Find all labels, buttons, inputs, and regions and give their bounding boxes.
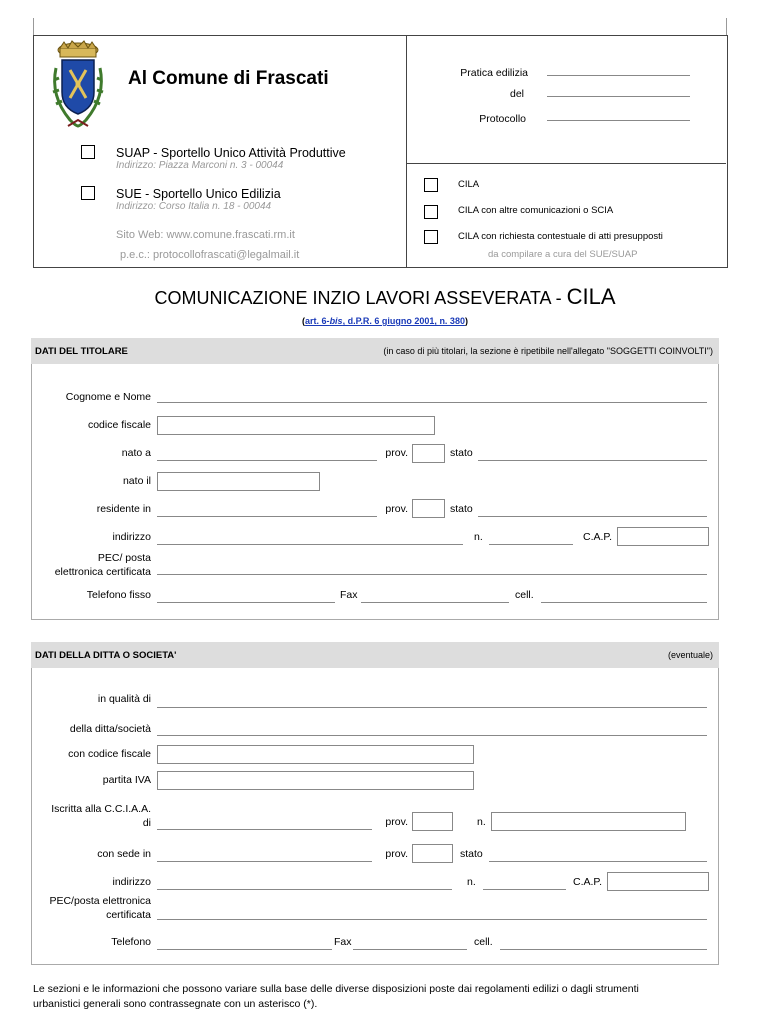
ditta-codice-fiscale-field[interactable] (157, 745, 474, 764)
ditta-civico-label: n. (467, 876, 476, 888)
nato-stato-label: stato (450, 447, 473, 459)
page-edge-top-right (726, 18, 727, 35)
cell-field[interactable] (541, 602, 707, 603)
cila-checkbox[interactable] (424, 178, 438, 192)
telefono-fisso-field[interactable] (157, 602, 335, 603)
ditta-societa-label: della ditta/società (69, 723, 151, 735)
cap-field[interactable] (617, 527, 709, 546)
del-label: del (509, 88, 524, 100)
ditta-pec-label-line1: PEC/posta elettronica (49, 895, 151, 907)
ditta-indirizzo-label: indirizzo (112, 876, 151, 888)
municipality-title: Al Comune di Frascati (128, 68, 329, 89)
ditta-cap-field[interactable] (607, 872, 709, 891)
nato-a-field[interactable] (157, 460, 377, 461)
ditta-cell-field[interactable] (500, 949, 707, 950)
ditta-header-note: (eventuale) (667, 650, 713, 660)
ditta-cell-label: cell. (474, 936, 493, 948)
ditta-pec-label (30, 894, 151, 922)
cciaa-label-line1: Iscritta alla C.C.I.A.A. (51, 803, 151, 815)
ditta-civico-field[interactable] (483, 889, 566, 890)
telefono-fisso-label: Telefono fisso (86, 589, 151, 601)
ditta-cap-label: C.A.P. (573, 876, 602, 888)
pec-label-line2: elettronica certificata (54, 566, 151, 578)
residente-prov-label: prov. (385, 503, 408, 515)
practice-label: Pratica edilizia (460, 67, 528, 79)
pec-text: p.e.c.: protocollofrascati@legalmail.it (120, 249, 300, 261)
header-divider-vertical (406, 35, 407, 267)
cila-option-label: CILA (458, 179, 480, 190)
cila-scia-option-label: CILA con altre comunicazioni o SCIA (458, 205, 614, 216)
ditta-fax-field[interactable] (353, 949, 467, 950)
indirizzo-field[interactable] (157, 544, 463, 545)
legal-reference-prefix: art. 6- (305, 316, 330, 326)
residente-prov-field[interactable] (412, 499, 445, 518)
pec-field[interactable] (157, 574, 707, 575)
cell-label: cell. (515, 589, 534, 601)
ditta-indirizzo-field[interactable] (157, 889, 452, 890)
residente-stato-label: stato (450, 503, 473, 515)
page-title-cila: CILA (566, 284, 616, 309)
coat-of-arms-logo (48, 40, 108, 136)
partita-iva-field[interactable] (157, 771, 474, 790)
in-qualita-label: in qualità di (97, 693, 151, 705)
sue-address: Indirizzo: Corso Italia n. 18 - 00044 (116, 201, 272, 212)
civico-field[interactable] (489, 544, 573, 545)
cciaa-label-line2: di (142, 817, 151, 829)
cciaa-prov-label: prov. (385, 816, 408, 828)
fax-label: Fax (340, 589, 358, 601)
sede-stato-label: stato (460, 848, 483, 860)
suap-label: SUAP - Sportello Unico Attività Produttive (116, 146, 346, 160)
cila-request-checkbox[interactable] (424, 230, 438, 244)
cciaa-prov-field[interactable] (412, 812, 453, 831)
sede-prov-label: prov. (385, 848, 408, 860)
codice-fiscale-label: codice fiscale (87, 419, 151, 431)
titolare-header-title: DATI DEL TITOLARE (35, 346, 128, 357)
legal-reference-italic: bis (329, 316, 343, 326)
ditta-telefono-label: Telefono (111, 936, 151, 948)
titolare-section-header (31, 338, 719, 364)
ditta-fax-label: Fax (334, 936, 352, 948)
sede-stato-field[interactable] (489, 861, 707, 862)
nato-a-label: nato a (121, 447, 151, 459)
cap-label: C.A.P. (583, 531, 612, 543)
practice-field[interactable] (547, 75, 690, 76)
fax-field[interactable] (361, 602, 509, 603)
cognome-nome-field[interactable] (157, 402, 707, 403)
suap-checkbox[interactable] (81, 145, 95, 159)
sue-label: SUE - Sportello Unico Edilizia (116, 187, 281, 201)
codice-fiscale-field[interactable] (157, 416, 435, 435)
protocol-field[interactable] (547, 120, 690, 121)
cila-scia-checkbox[interactable] (424, 205, 438, 219)
nato-prov-label: prov. (385, 447, 408, 459)
in-qualita-field[interactable] (157, 707, 707, 708)
page-title (0, 284, 770, 310)
ditta-pec-field[interactable] (157, 919, 707, 920)
suap-address: Indirizzo: Piazza Marconi n. 3 - 00044 (116, 160, 284, 171)
website-text: Sito Web: www.comune.frascati.rm.it (116, 229, 295, 241)
cciaa-n-field[interactable] (491, 812, 686, 831)
legal-reference[interactable]: (art. 6-bis, d.P.R. 6 giugno 2001, n. 380) (302, 316, 468, 326)
nato-il-field[interactable] (157, 472, 320, 491)
ditta-pec-label-line2: certificata (106, 909, 151, 921)
pec-label (30, 551, 151, 579)
header-divider-horizontal (406, 163, 726, 164)
titolare-header-note: (in caso di più titolari, la sezione è ripetibile nell'allegato "SOGGETTI COINVOLTI") (383, 346, 713, 356)
ditta-header-title: DATI DELLA DITTA O SOCIETA' (35, 650, 177, 661)
nato-il-label: nato il (122, 475, 151, 487)
page-edge-top-left (33, 18, 34, 35)
partita-iva-label: partita IVA (102, 774, 151, 786)
sede-in-field[interactable] (157, 861, 372, 862)
sede-prov-field[interactable] (412, 844, 453, 863)
pec-label-line1: PEC/ posta (97, 552, 151, 564)
ditta-codice-fiscale-label: con codice fiscale (68, 748, 151, 760)
protocol-label: Protocollo (479, 113, 526, 125)
ditta-societa-field[interactable] (157, 735, 707, 736)
nato-stato-field[interactable] (478, 460, 707, 461)
cciaa-field[interactable] (157, 829, 372, 830)
cognome-nome-label: Cognome e Nome (65, 391, 151, 403)
legal-reference-suffix: , d.P.R. 6 giugno 2001, n. 380 (342, 316, 465, 326)
residente-in-field[interactable] (157, 516, 377, 517)
page-title-main: COMUNICAZIONE INZIO LAVORI ASSEVERATA - (154, 288, 567, 308)
ditta-section-header (31, 642, 719, 668)
footer-note: Le sezioni e le informazioni che possono variare sulla base delle diverse disposizioni poste dai regolamenti edilizi o dagli strumenti urbanistici generali sono contrassegnate con un asterisco (*). (33, 983, 639, 1010)
cila-request-option-label: CILA con richiesta contestuale di atti presupposti (458, 231, 663, 242)
cciaa-n-label: n. (477, 816, 486, 828)
ditta-telefono-field[interactable] (157, 949, 332, 950)
nato-prov-field[interactable] (412, 444, 445, 463)
sue-checkbox[interactable] (81, 186, 95, 200)
office-note: da compilare a cura del SUE/SUAP (488, 249, 638, 260)
cciaa-label (30, 802, 151, 830)
sede-in-label: con sede in (97, 848, 151, 860)
residente-stato-field[interactable] (478, 516, 707, 517)
residente-in-label: residente in (96, 503, 151, 515)
civico-label: n. (474, 531, 483, 543)
indirizzo-label: indirizzo (112, 531, 151, 543)
del-field[interactable] (547, 96, 690, 97)
